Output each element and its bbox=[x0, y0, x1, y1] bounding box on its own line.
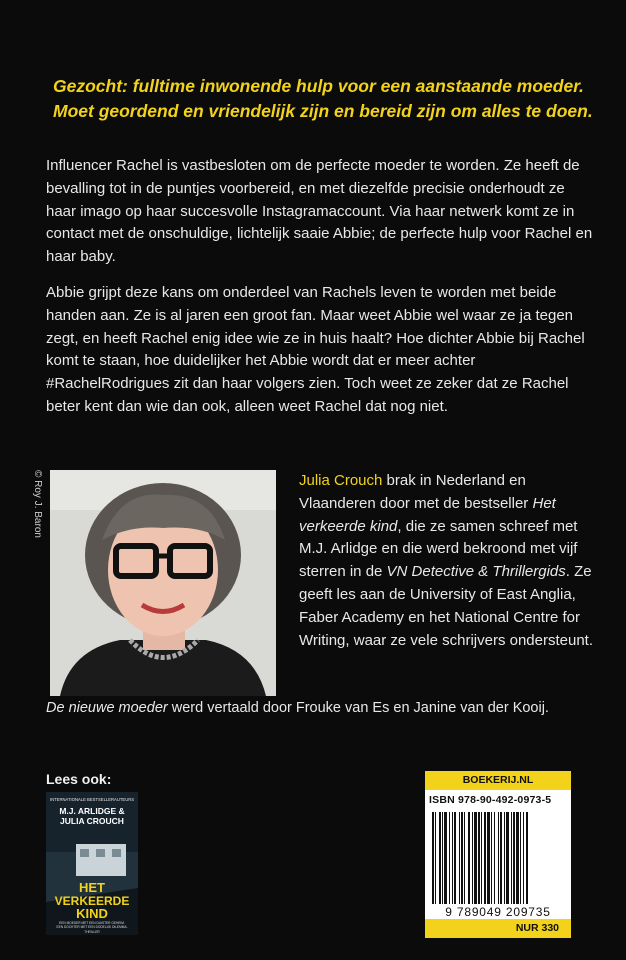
cover-tag-1: EEN MOEDER MET EEN DUISTER GEHEIM. bbox=[59, 921, 125, 925]
photo-credit bbox=[27, 470, 47, 630]
barcode-bar bbox=[500, 812, 502, 904]
barcode-bar bbox=[449, 812, 450, 904]
barcode-bar bbox=[523, 812, 524, 904]
barcode-bar bbox=[461, 812, 463, 904]
publisher-label: BOEKERIJ.NL bbox=[425, 771, 571, 790]
tagline-line-2: Moet geordend en vriendelijk zijn en bereid zijn om alles te doen. bbox=[53, 101, 593, 121]
barcode-bar bbox=[526, 812, 528, 904]
cover-genre: THRILLER bbox=[84, 930, 100, 934]
barcode-digits: 9 789049 209735 bbox=[445, 905, 551, 919]
translation-book-title: De nieuwe moeder bbox=[46, 700, 168, 716]
bio-text-1: brak in Nederland en Vlaanderen door met de bestseller bbox=[299, 472, 533, 512]
cover-title-3: KIND bbox=[76, 906, 108, 921]
barcode-bar bbox=[498, 812, 499, 904]
cover-top: INTERNATIONALE BESTSELLERAUTEURS bbox=[49, 797, 135, 802]
barcode-bar bbox=[432, 812, 434, 904]
blurb bbox=[46, 155, 594, 432]
barcode-bar bbox=[484, 812, 486, 904]
barcode-bar bbox=[454, 812, 456, 904]
barcode-bar bbox=[516, 812, 519, 904]
author-photo bbox=[50, 470, 276, 696]
bio-text-3: . Ze geeft les aan de University of East Anglia, Faber Academy en het National Centre for Writing, waar ze vele schrijvers ondersteunt. bbox=[299, 563, 594, 649]
nur-label bbox=[425, 919, 571, 938]
barcode-bar bbox=[459, 812, 460, 904]
barcode-bar bbox=[468, 812, 470, 904]
isbn-text: ISBN 978-90-492-0973-5 bbox=[429, 794, 552, 806]
barcode-bar bbox=[435, 812, 436, 904]
cover-authors-1: M.J. ARLIDGE & bbox=[59, 806, 125, 816]
tagline bbox=[53, 74, 593, 124]
barcode-bar bbox=[491, 812, 492, 904]
barcode-bar bbox=[504, 812, 505, 904]
barcode-bar bbox=[478, 812, 480, 904]
barcode-bar bbox=[444, 812, 447, 904]
cover-title-2: VERKEERDE bbox=[54, 894, 130, 908]
bio-book-title: Het verkeerde kind bbox=[299, 494, 556, 535]
tagline-line-1: Gezocht: fulltime inwonende hulp voor een aanstaande moeder. bbox=[53, 76, 584, 96]
cover-tag-2: EEN DOCHTER MET EEN DODELIJK DILEMMA. bbox=[56, 925, 128, 929]
barcode-bar bbox=[442, 812, 443, 904]
author-name: Julia Crouch bbox=[299, 472, 383, 489]
blurb-paragraph-1: Influencer Rachel is vastbesloten om de perfecte moeder te worden. Ze heeft de bevalling tot in de puntjes voorbereid, en met diezelfde precisie onderhoudt ze haar imago op haar succesvolle Instagramaccount. Via haar netwerk komt ze in contact met de onschuldige, lichtelijk saaie Abbie; de perfecte hulp voor Rachel en haar baby. bbox=[46, 157, 593, 266]
translation-credit bbox=[46, 700, 606, 716]
barcode-bar bbox=[474, 812, 477, 904]
bio-text-2: , die ze samen schreef met M.J. Arlidge en die werd bekroond met vijf sterren in de bbox=[299, 517, 578, 581]
author-bio bbox=[299, 470, 599, 652]
barcode-bar bbox=[452, 812, 453, 904]
photo-credit-text: © Roy J. Baron bbox=[32, 470, 43, 538]
barcode-bar bbox=[487, 812, 490, 904]
barcode-bar bbox=[464, 812, 465, 904]
barcode-bar bbox=[520, 812, 521, 904]
barcode-bar bbox=[494, 812, 495, 904]
cover-authors-2: JULIA CROUCH bbox=[60, 816, 124, 826]
barcode-panel bbox=[425, 771, 571, 934]
translation-text: werd vertaald door Frouke van Es en Janine van der Kooij. bbox=[167, 700, 549, 716]
bio-guide-title: VN Detective & Thrillergids bbox=[386, 563, 566, 581]
barcode-bar bbox=[439, 812, 441, 904]
barcode-bar bbox=[472, 812, 473, 904]
book-cover-image bbox=[46, 792, 138, 935]
nur-text: NUR 330 bbox=[515, 922, 559, 934]
barcode-bar bbox=[506, 812, 509, 904]
barcode-bar bbox=[513, 812, 515, 904]
barcode bbox=[431, 812, 565, 904]
blurb-paragraph-2: Abbie grijpt deze kans om onderdeel van Rachels leven te worden met beide handen aan. Ze is al jaren een groot fan. Maar weet Abbie wel waar ze ja tegen zegt, en heeft Rachel enig idee wie ze in huis haalt? Hoe dichter Abbie bij Rachel komt te staan, hoe duidelijker het Abbie wordt dat er meer achter #RachelRodrigues zit dan haar volgers zien. Toch weet ze zeker dat ze Rachel beter kent dan wie dan ook, alleen weet Rachel dat nog niet. bbox=[46, 283, 585, 415]
lees-ook-heading: Lees ook: bbox=[46, 771, 112, 787]
barcode-bar bbox=[481, 812, 482, 904]
barcode-bar bbox=[511, 812, 512, 904]
cover-title-1: HET bbox=[79, 880, 105, 895]
